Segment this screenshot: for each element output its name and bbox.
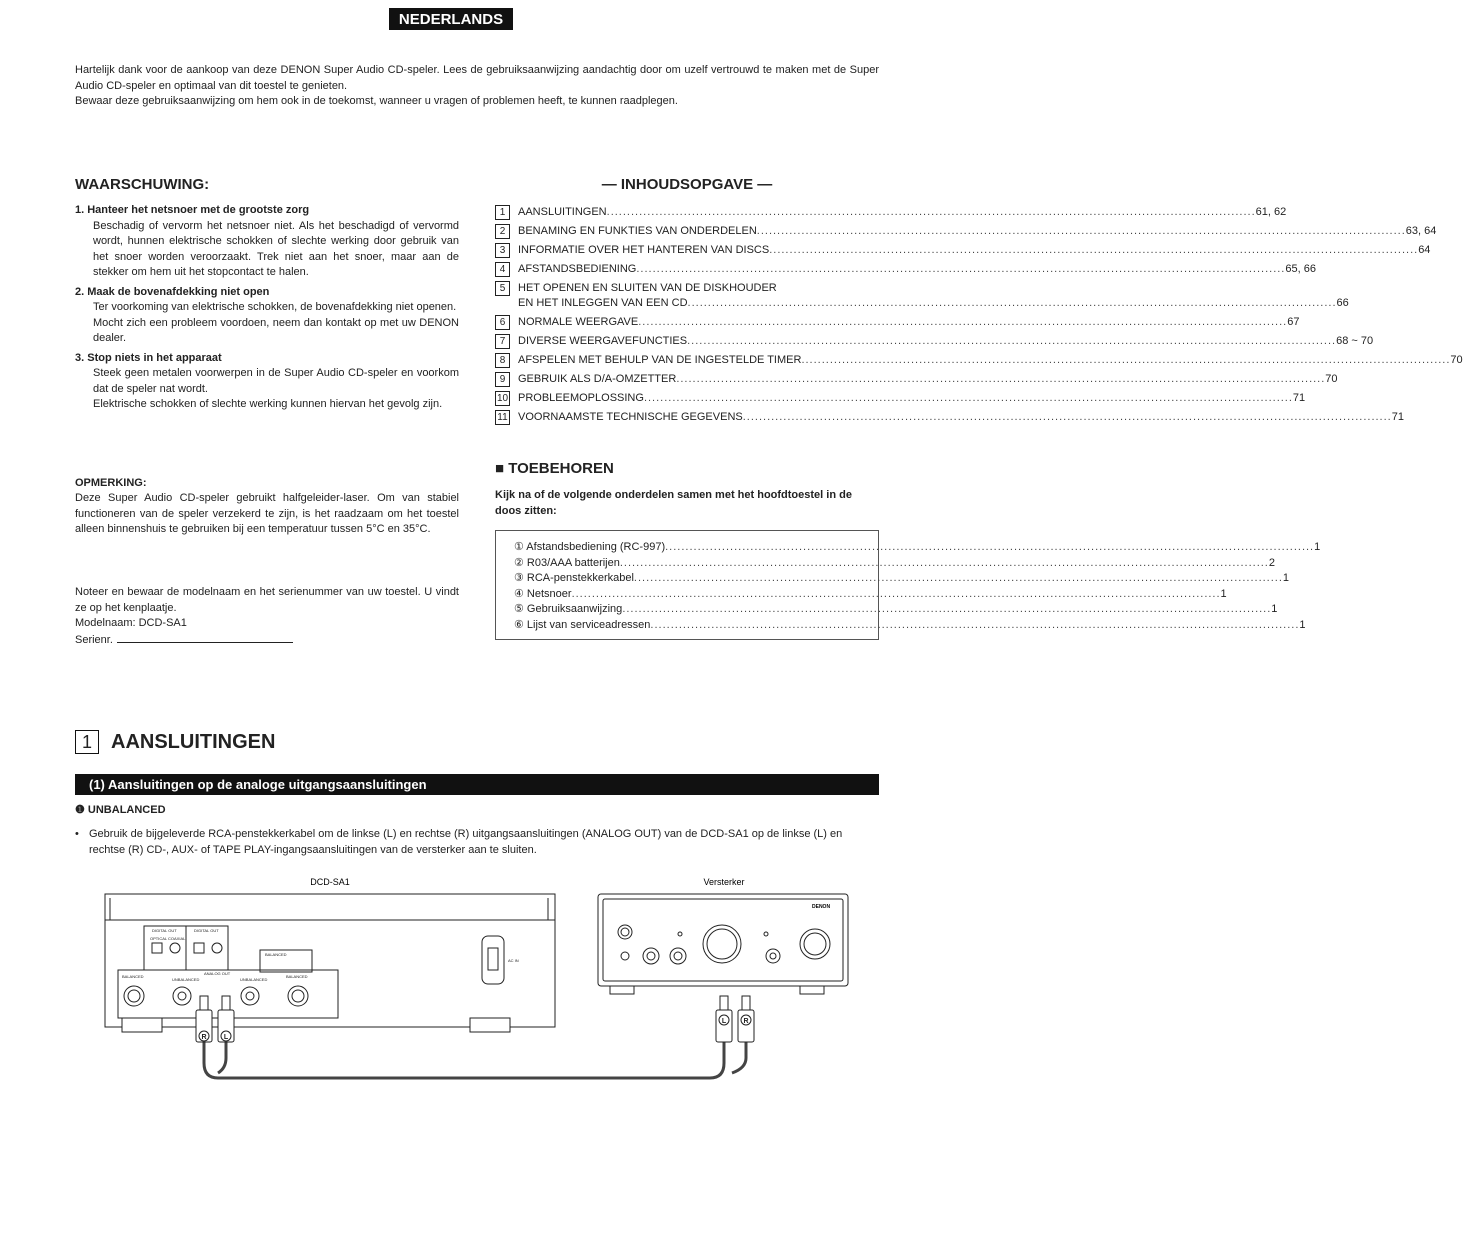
toc-number: 11 [495,410,510,425]
plug-r-label: R [743,1018,749,1025]
note-title: OPMERKING: [75,477,147,489]
toc-number: 6 [495,315,510,330]
warning-item [75,203,459,281]
accessories-heading: ■ TOEBEHOREN [495,460,614,477]
serial-number-row [75,632,459,649]
model-info-text: Noteer en bewaar de modelnaam en het serienummer van uw toestel. U vindt ze op het kenplaatje. [75,586,459,614]
toc-page: 63, 64 [1405,225,1437,237]
toc-page: 64 [1418,244,1431,256]
accessory-name: ⑥ Lijst van serviceadressen [514,618,651,631]
accessory-item [514,540,1321,556]
accessory-name: ② R03/AAA batterijen [514,556,620,569]
balanced-jack-label: BALANCED [122,974,144,979]
unbalanced-jack-label: UNBALANCED [240,977,268,982]
toc-heading: — INHOUDSOPGAVE — [601,176,773,193]
accessory-name: ③ RCA-penstekkerkabel [514,572,634,584]
accessory-qty: 1 [1271,603,1278,615]
toc-number: 1 [495,205,510,220]
toc-page: 65, 66 [1285,263,1316,275]
toc-number: 9 [495,372,510,387]
toc-item [495,391,1306,406]
player-rear-panel [105,894,555,1032]
accessory-item [514,602,1278,618]
toc-item [495,334,1374,349]
instruction-bullet [75,826,879,858]
connection-diagram [100,868,860,1098]
toc-number: 2 [495,224,510,239]
player-label: DCD-SA1 [310,877,350,887]
accessories-box [495,530,1321,640]
accessory-item [514,587,1227,603]
unbalanced-jack-label: UNBALANCED [172,977,200,982]
toc-page: 71 [1391,411,1404,423]
digital-out-label: DIGITAL OUT [152,928,177,933]
accessory-qty: 1 [1282,572,1290,584]
toc-title: NORMALE WEERGAVE [518,316,639,328]
unbalanced-heading: ❶ UNBALANCED [75,804,166,816]
intro-text [75,63,879,110]
accessories-intro: Kijk na of de volgende onderdelen samen met het hoofdtoestel in de doos zitten: [495,489,852,517]
intro-paragraph: Bewaar deze gebruiksaanwijzing om hem ook in de toekomst, wanneer u vragen of problemen heeft, te kunnen raadplegen. [75,95,678,107]
warning-item-body: Elektrische schokken of slechte werking kunnen hiervan het gevolg zijn. [93,398,443,410]
amp-label: Versterker [703,877,745,887]
toc-page: 68 ~ 70 [1336,335,1374,347]
toc-page: 70 [1325,373,1338,385]
toc-number: 5 [495,281,510,296]
toc-item [495,353,1463,368]
plug-tip [222,996,230,1010]
warning-item-title: 2. Maak de bovenafdekking niet open [75,285,270,298]
ac-in-label: AC IN [508,958,519,963]
toc-item [495,281,1349,311]
toc-item [495,410,1404,425]
toc-title: HET OPENEN EN SLUITEN VAN DE DISKHOUDER [518,282,777,294]
warning-item-title: 3. Stop niets in het apparaat [75,351,222,364]
model-name: Modelnaam: DCD-SA1 [75,617,187,629]
model-info [75,585,459,648]
serial-label: Serienr. [75,633,113,646]
toc-page: 61, 62 [1255,206,1287,218]
toc-title: INFORMATIE OVER HET HANTEREN VAN DISCS [518,244,770,256]
warning-item-body: Beschadig of vervorm het netsnoer niet. Als het beschadigd of vervormd wordt, hunnen elektrische schokken of slechte werking door gebruik van het snoer worden veroorzaakt. Trek niet aan het snoer, maar aan de stekker om hem uit het stopcontact te halen. [93,219,459,278]
warning-heading: WAARSCHUWING: [75,176,210,193]
accessory-item [514,571,1290,587]
bullet-dot: • [75,828,79,840]
plug-tip [720,996,728,1010]
toc-item [495,262,1316,277]
optical-label: OPTICAL [150,936,168,941]
warning-item-title: 1. Hanteer het netsnoer met de grootste zorg [75,204,310,216]
plug-l-label: L [223,1034,229,1041]
toc-page: 71 [1292,392,1306,404]
toc-number: 3 [495,243,510,258]
toc-number: 10 [496,393,509,404]
warning-item [75,351,459,413]
table-of-contents [495,205,1463,429]
warning-item [75,285,459,347]
toc-item [495,243,1431,258]
accessory-qty: 1 [1220,587,1227,600]
warning-item-body: Mocht zich een probleem voordoen, neem dan kontakt op met uw DENON dealer. [93,316,459,344]
accessory-qty: 1 [1299,618,1306,631]
accessory-qty: 2 [1268,556,1275,569]
toc-title: BENAMING EN FUNKTIES VAN ONDERDELEN [518,225,757,237]
subsection-bar: (1) Aansluitingen op de analoge uitgangsaansluitingen [75,774,879,795]
balanced-label: BALANCED [265,952,287,957]
toc-item [495,224,1437,239]
accessory-name: ④ Netsnoer [514,587,572,600]
accessory-name: ⑤ Gebruiksaanwijzing [514,603,623,615]
rca-cable [204,1040,746,1078]
digital-in-label: DIGITAL OUT [194,928,219,933]
warning-item-body: Steek geen metalen voorwerpen in de Super Audio CD-speler en voorkom dat de speler nat wordt. [93,367,459,395]
accessory-name: ① Afstandsbediening (RC-997) [514,541,666,553]
toc-item [495,372,1338,387]
amp-brand: DENON [812,904,831,910]
section-title: AANSLUITINGEN [111,730,276,753]
toc-page: 66 [1336,297,1349,309]
warning-list [75,203,459,417]
toc-title: VOORNAAMSTE TECHNISCHE GEGEVENS [518,411,743,423]
language-tab: NEDERLANDS [389,8,513,30]
accessory-qty: 1 [1314,541,1321,553]
toc-page: 70 [1450,354,1463,366]
instruction-text: Gebruik de bijgeleverde RCA-penstekkerkabel om de linkse (L) en rechtse (R) uitgangsaansluitingen (ANALOG OUT) van de DCD-SA1 op de linkse (L) en rechtse (R) CD-, AUX- of TAPE PLAY-ingangsaansluitingen van de versterker aan te sluiten. [89,828,843,856]
toc-number: 8 [495,353,510,368]
accessory-item [514,618,1306,634]
amplifier-front [598,894,848,994]
toc-item [495,205,1287,220]
section-heading [75,730,275,754]
toc-title: AFSPELEN MET BEHULP VAN DE INGESTELDE TIMER [518,354,802,366]
note-body: Deze Super Audio CD-speler gebruikt halfgeleider-laser. Om van stabiel functioneren van de speler verzekerd te zijn, is het raadzaam om het toestel alleen binnenshuis te gebruiken bij een temperatuur tussen 5°C en 35°C. [75,492,459,535]
plug-tip [742,996,750,1010]
toc-number: 4 [495,262,510,277]
toc-title: DIVERSE WEERGAVEFUNCTIES [518,335,688,347]
toc-title: AFSTANDSBEDIENING [518,263,637,275]
intro-paragraph: Hartelijk dank voor de aankoop van deze DENON Super Audio CD-speler. Lees de gebruiksaanwijzing aandachtig door om uzelf vertrouwd te maken met de Super Audio CD-speler en optimaal van dit toestel te genieten. [75,64,879,92]
toc-item [495,315,1300,330]
coaxial-label: COAXIAL [168,936,186,941]
toc-title: PROBLEEMOPLOSSING [518,392,644,404]
plug-l-label: L [721,1018,727,1025]
toc-title: GEBRUIK ALS D/A-OMZETTER [518,373,677,385]
toc-title: AANSLUITINGEN [518,206,607,218]
toc-title-continued: EN HET INLEGGEN VAN EEN CD [518,297,688,309]
plug-tip [200,996,208,1010]
toc-page: 67 [1287,316,1300,328]
plug-r-label: R [201,1034,207,1041]
analog-out-label: ANALOG OUT [204,971,231,976]
balanced-jack-label: BALANCED [286,974,308,979]
serial-blank-line [117,632,293,643]
accessory-item [514,556,1275,572]
warning-item-body: Ter voorkoming van elektrische schokken, de bovenafdekking niet openen. [93,301,457,313]
section-number: 1 [75,730,99,754]
toc-number: 7 [495,334,510,349]
